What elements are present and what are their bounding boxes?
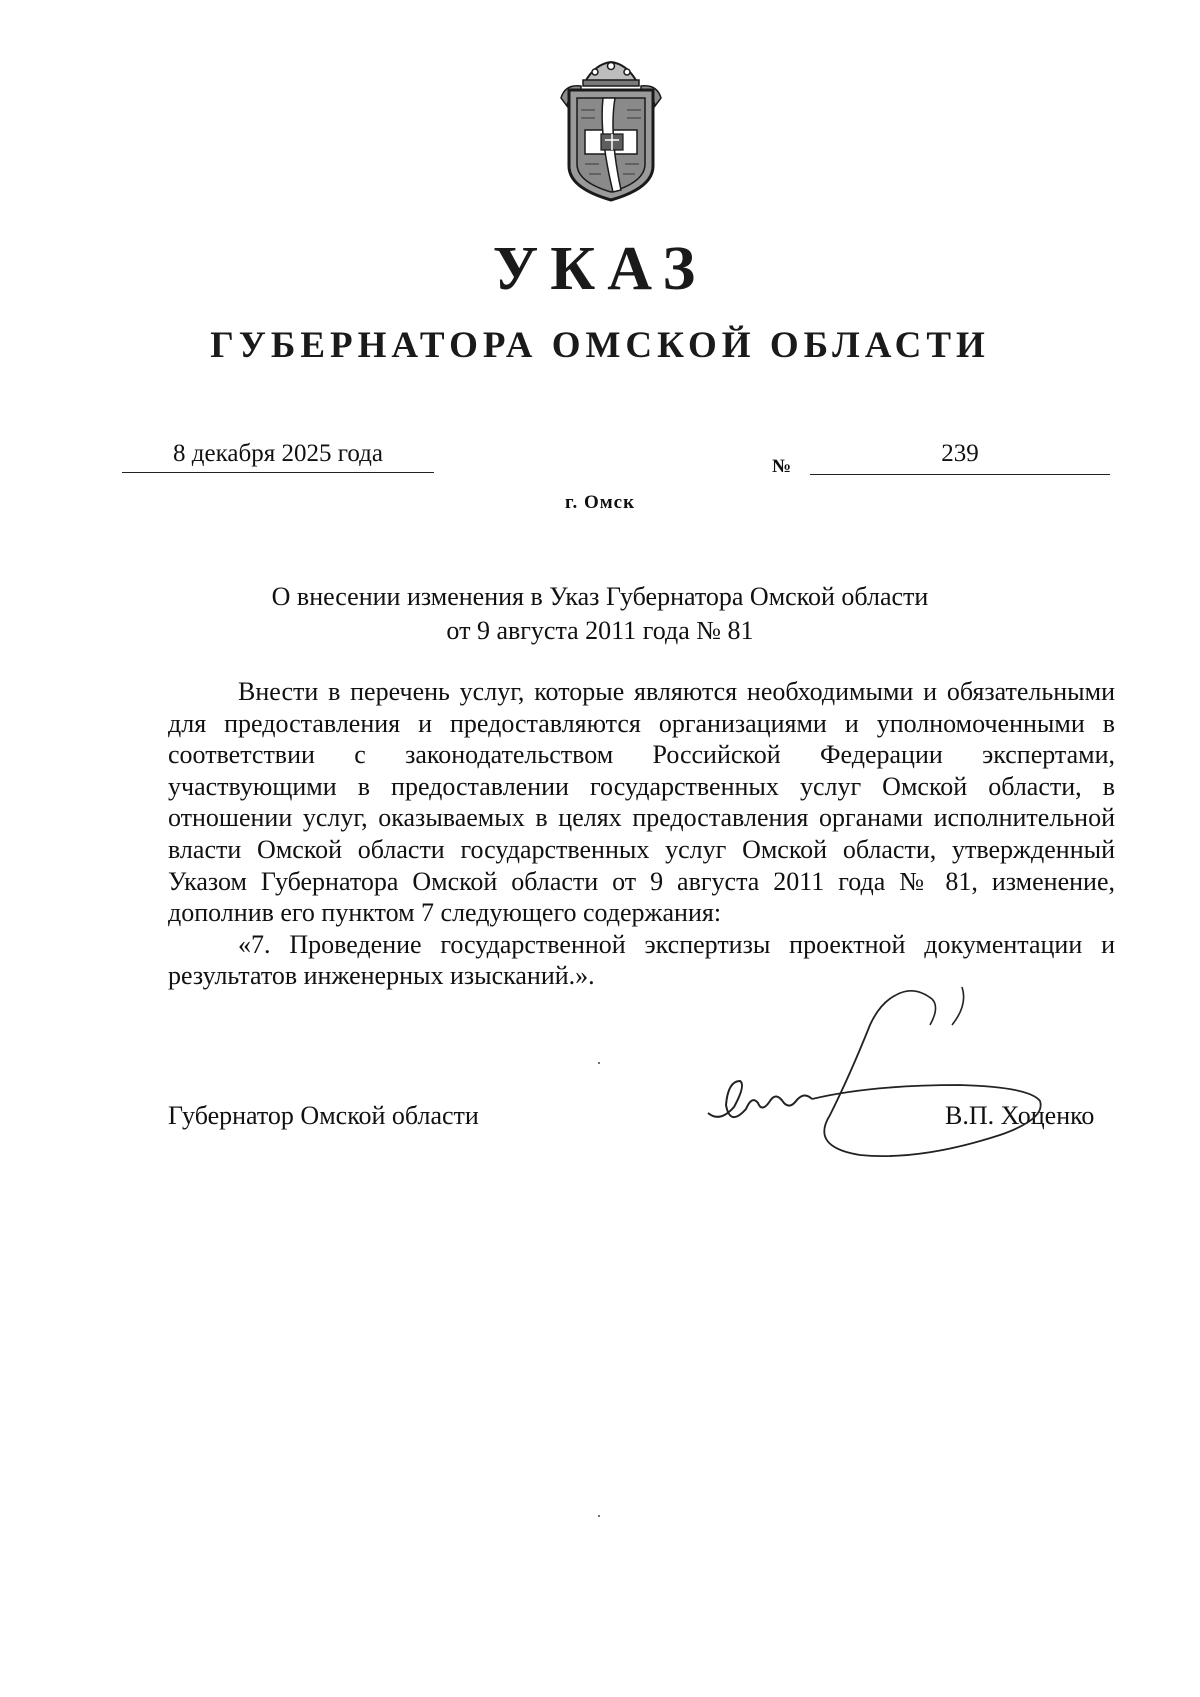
subject-line-1: О внесении изменения в Указ Губернатора Омской области	[271, 582, 929, 611]
decree-city: г. Омск	[564, 492, 636, 513]
scan-speck	[598, 1062, 600, 1064]
handwritten-signature-icon	[700, 985, 1080, 1175]
scan-speck	[598, 1515, 600, 1517]
decree-body	[168, 676, 1115, 992]
document-title: УКАЗ	[492, 235, 708, 303]
body-paragraph-2: «7. Проведение государственной экспертизы проектной документации и результатов инженерных изысканий.».	[168, 929, 1115, 991]
decree-date-text: 8 декабря 2025 года	[173, 440, 383, 467]
decree-number-text: 239	[941, 440, 979, 467]
coat-of-arms-icon	[555, 54, 667, 204]
signer-position: Губернатор Омской области	[168, 1101, 479, 1130]
decree-date	[122, 440, 434, 473]
subject-line-2: от 9 августа 2011 года № 81	[446, 616, 754, 645]
document-subtitle: ГУБЕРНАТОРА ОМСКОЙ ОБЛАСТИ	[210, 325, 990, 366]
signer-name: В.П. Хоценко	[945, 1101, 1095, 1130]
decree-number	[810, 440, 1110, 475]
decree-subject	[200, 580, 1000, 648]
body-paragraph-1: Внести в перечень услуг, которые являются необходимыми и обязательными для предоставления и предоставляются организациями и уполномоченными в соответствии с законодательством Российской Федерации экспертами, участвующими в предоставлении государственных услуг Омской области, в отношении услуг, оказываемых в целях предоставления органами исполнительной власти Омской области государственных услуг Омской области, утвержденный Указом Губернатора Омской области от 9 августа 2011 года № 81, изменение, дополнив его пунктом 7 следующего содержания:	[168, 677, 1115, 928]
decree-number-label: №	[772, 456, 792, 477]
